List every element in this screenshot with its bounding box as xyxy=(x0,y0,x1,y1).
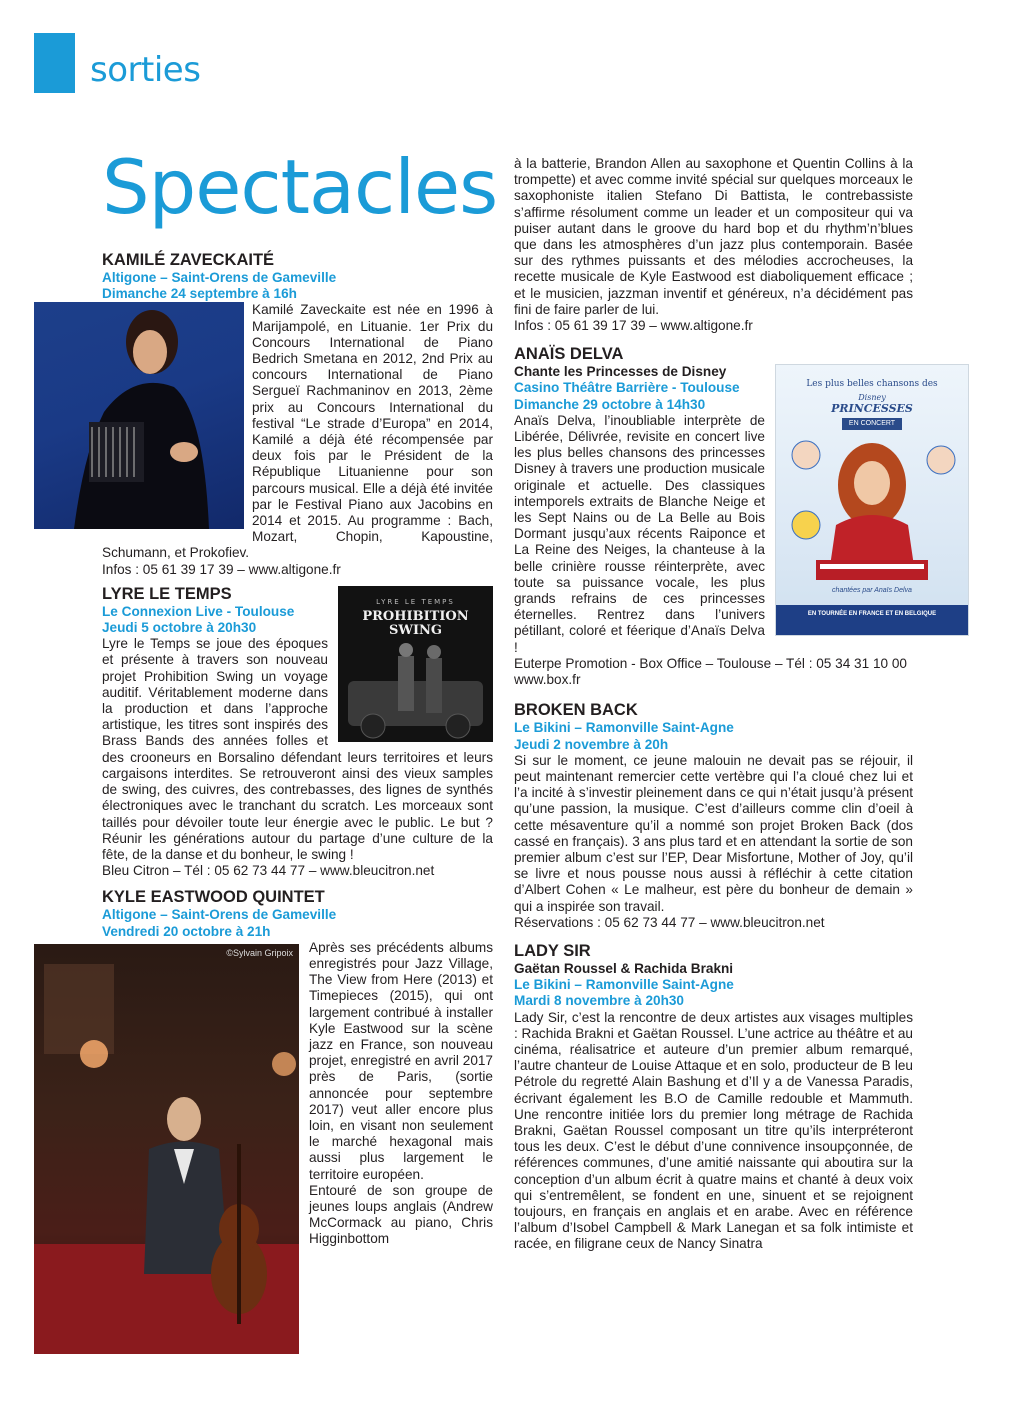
event-date: Jeudi 2 novembre à 20h xyxy=(514,736,669,752)
event-body: Après ses précédents albums enregistrés pour Jazz Village, The View from Here (2013) et Timepieces (2015), qui ont largement contribué à installer Kyle Eastwood sur la scène jazz en France, son nouveau projet, enregistré en avril 2017 près de Paris, (sortie annoncée pour septembre 2017) veut aller encore plus loin, en visant non seulement le marché hexagonal mais aussi plus largement le territoire européen. xyxy=(309,939,493,1182)
poster-brand: Disney xyxy=(858,393,886,403)
event-venue: Le Bikini – Ramonville Saint-Agne xyxy=(514,720,734,736)
event-date: Dimanche 29 octobre à 14h30 xyxy=(514,396,706,412)
event-lyre xyxy=(102,584,493,879)
right-column xyxy=(514,156,938,1253)
kyle-info: Infos : 05 61 39 17 39 – www.altigone.fr xyxy=(514,318,753,334)
section-tab-marker xyxy=(34,33,75,93)
event-body: Si sur le moment, ce jeune malouin ne devait pas se réjouir, il peut maintenant remercier cette vertèbre qui l’a cloué chez lui et l’a incité à s’investir pleinement dans ce qui n’était jusqu’à présent qu’une passion, la musique. C’est d’ailleurs comme clin d’oeil à cette mésaventure qu’il a nommé son projet Broken Back (dos cassé en français). 3 ans plus tard et en attendant la sortie de son premier album c’est sur l’EP, Dear Misfortune, Mother of Joy, qu’il se livre et nous pousse nous aussi à réfléchir à cette citation d’Albert Cohen « Le malheur, est père du bonheur de demain » qui a inspirée son travail. xyxy=(514,752,913,914)
kamile-photo xyxy=(34,302,244,529)
event-title: KYLE EASTWOOD QUINTET xyxy=(102,888,325,907)
event-venue: Altigone – Saint-Orens de Gameville xyxy=(102,270,337,285)
cover-album-title: PROHIBITION SWING xyxy=(362,608,469,638)
event-date: Mardi 8 novembre à 20h30 xyxy=(514,993,684,1009)
event-kamile xyxy=(102,250,493,578)
event-info: Réservations : 05 62 73 44 77 – www.bleucitron.net xyxy=(514,914,825,930)
event-info: Euterpe Promotion - Box Office – Toulouse – Tél : 05 34 31 10 00 www.box.fr xyxy=(514,655,907,688)
pianist-image xyxy=(34,302,244,529)
event-anais xyxy=(514,344,938,688)
event-body: Lyre le Temps se joue des époques et présente à travers son nouveau projet Prohibition Swing un voyage auditif. Véritablement moderne dans la production et dans l’approche artistique, les titres sont inspirés des Brass Bands des années folles et des crooneurs en Borsalino défendant leurs territoires et leurs cargaisons interdites. Se retrouveront ainsi des vieux samples de swing, des cuivres, des contrebasses, des lignes de synthés électroniques avec le tranchant du scratch. Les morceaux sont taillés pour dévoiler toute leur énergie avec le public. Le but ? Réunir les générations autour du partage d’une culture de la fête, de la danse et du bonheur, le swing ! xyxy=(102,636,493,862)
event-date: Vendredi 20 octobre à 21h xyxy=(102,923,271,939)
event-venue: Altigone – Saint-Orens de Gameville xyxy=(102,907,337,923)
event-title: BROKEN BACK xyxy=(514,701,638,720)
event-venue: Le Bikini – Ramonville Saint-Agne xyxy=(514,977,734,993)
poster-tour: EN TOURNÉE EN FRANCE ET EN BELGIQUE xyxy=(807,611,937,618)
event-title: LYRE LE TEMPS xyxy=(102,584,232,603)
event-body: Lady Sir, c’est la rencontre de deux artistes aux visages multiples : Rachida Brakni et Gaëtan Roussel. L’une actrice au théâtre et au cinéma, réalisatrice et auteure d’un premier album remarqué, l’autre chanteur de Louise Attaque et en solo, producteur de B leu Pétrole du regretté Alain Bashung et d’Il y a de Vanessa Paradis, écrivant également les B.O de Camille redouble et Mammuth. Une rencontre initiée lors du premier long métrage de Rachida Brakni, Gaëtan Roussel composant un titre qu’ils interpréteront tous les deux. C’est le début d’une connivence insoupçonnée, de références communes, d’une amitié naissante qui aboutira sur la conception d’un album écrit à quatre mains et chanté à deux voix qui s’entremêlent, se fondent en une, sinuent et se rejoignent toujours, en français en anglais et en arabe. Avec en référence l’album d’Isobel Campbell & Mark Lanegan et sa folk intimiste et racée, en filigrane ceux de Nancy Sinatra xyxy=(514,1009,913,1252)
event-kyle xyxy=(102,887,493,1247)
cover-art-image xyxy=(338,586,493,742)
kyle-body-continued: à la batterie, Brandon Allen au saxophone et Quentin Collins à la trompette) et avec comme invité spécial sur quelques morceaux le saxophoniste italien Stefano Di Battista, le contrebassiste s’affirme résolument comme un leader et un compositeur qui va puiser autant dans le groove du hard bop et du rhythm’n’blues que dans les atmosphères d’un jazz plus contemporain. Basée sur des rythmes puissants et des mélodies accrocheuses, la recette musicale de Kyle Eastwood est diaboliquement efficace ; et le musicien, jazzman inventif et généreux, n’a décidément pas fini de faire parler de lui. xyxy=(514,156,913,317)
poster-badge: EN CONCERT xyxy=(842,418,902,430)
event-body-continued: Entouré de son groupe de jeunes loups anglais (Andrew McCormack au piano, Chris Higginbottom xyxy=(309,1182,493,1247)
poster-art-image xyxy=(776,365,968,635)
poster-credit: chantées par Anaïs Delva xyxy=(832,587,912,595)
event-venue: Casino Théâtre Barrière - Toulouse xyxy=(514,380,740,396)
event-lady-sir xyxy=(514,941,913,1253)
prohibition-swing-cover xyxy=(338,586,493,742)
anais-delva-poster xyxy=(775,364,969,636)
event-broken-back xyxy=(514,700,913,931)
bassist-image xyxy=(34,944,299,1354)
left-column xyxy=(102,250,493,1354)
section-label: sorties xyxy=(90,50,201,90)
poster-title: PRINCESSES xyxy=(831,402,913,416)
cover-band-name: LYRE LE TEMPS xyxy=(376,597,455,606)
event-info: Bleu Citron – Tél : 05 62 73 44 77 – www.bleucitron.net xyxy=(102,863,435,879)
poster-top-line: Les plus belles chansons des xyxy=(806,379,938,390)
event-title: LADY SIR xyxy=(514,941,591,960)
kyle-photo xyxy=(34,944,299,1354)
event-body: Kamilé Zaveckaite est née en 1996 à Marijampolé, en Lituanie. 1er Prix du Concours International de Piano Bedrich Smetana en 2012, 2nd Prix au concours International de Piano Sergueï Rachmaninov en 2013, 2ème prix au Concours International du festival “Le strade d’Europa” en 2014, Kamilé a déjà été récompensée par deux fois par le Président de la République Lituanienne pour son parcours musical. Elle a déjà été invitée par le Festival Piano aux Jacobins en 2014 et 2015. Au programme : Bach, Mozart, Chopin, Kapoustine, Schumann, et Prokofiev. xyxy=(102,302,493,561)
event-date: Jeudi 5 octobre à 20h30 xyxy=(102,620,257,636)
event-date: Dimanche 24 septembre à 16h xyxy=(102,286,297,302)
photo-credit: ©Sylvain Gripoix xyxy=(226,947,293,958)
event-title: ANAÏS DELVA xyxy=(514,345,624,364)
event-venue: Le Connexion Live - Toulouse xyxy=(102,603,295,619)
event-body: Anaïs Delva, l’inoubliable interprète de Libérée, Délivrée, revisite en concert live les plus belles chansons des princesses Disney à travers une production musicale originale et actuelle. Des classiques intemporels extraits de Blanche Neige et les Sept Nains ou de La Belle au Bois Dormant jusqu’aux récents Raiponce et La Reine des Neiges, la chanteuse à la belle crinière rousse réinterprète, avec toute sa puissance vocale, les plus grands refrains de ces princesses éternelles. Rentrez dans l’univers pétillant, coloré et féerique d’Anaïs Delva ! xyxy=(514,412,765,655)
event-title: KAMILÉ ZAVECKAITÉ xyxy=(102,251,275,269)
event-subtitle: Chante les Princesses de Disney xyxy=(514,364,727,380)
event-info: Infos : 05 61 39 17 39 – www.altigone.fr xyxy=(102,561,341,577)
event-subtitle: Gaëtan Roussel & Rachida Brakni xyxy=(514,960,734,976)
page-title: Spectacles xyxy=(102,143,498,231)
